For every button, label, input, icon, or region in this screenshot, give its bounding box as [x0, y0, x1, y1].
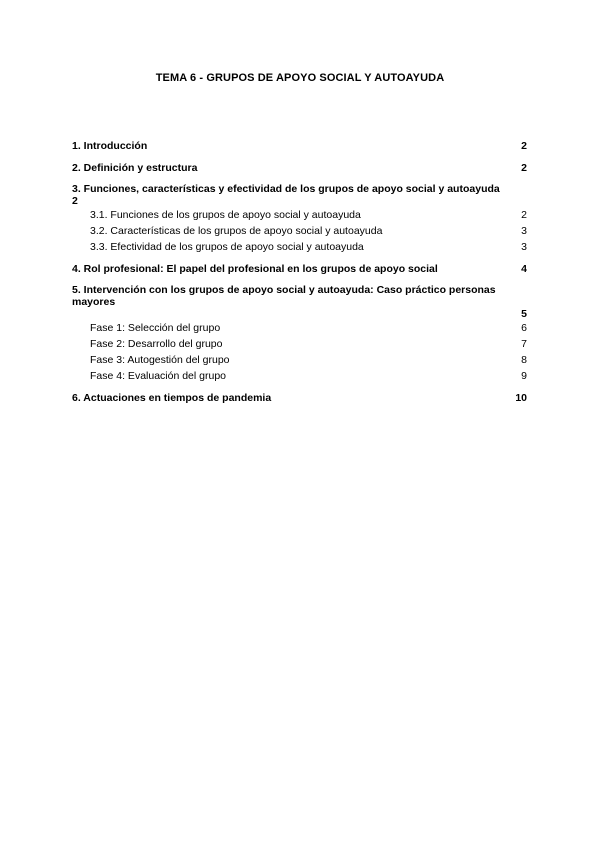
toc-entry-rol-profesional[interactable] — [72, 262, 527, 276]
toc-entry-page: 3 — [521, 241, 527, 253]
toc-entry-page: 4 — [521, 263, 527, 275]
toc-entry-label: Fase 2: Desarrollo del grupo — [90, 338, 223, 350]
toc-entry-label: 3.1. Funciones de los grupos de apoyo social y autoayuda — [90, 209, 361, 221]
toc-entry-fase-4[interactable] — [72, 368, 527, 384]
toc-entry-fase-2[interactable] — [72, 336, 527, 352]
toc-entry-label: 6. Actuaciones en tiempos de pandemia — [72, 392, 272, 404]
toc-entry-page: 3 — [521, 225, 527, 237]
table-of-contents — [72, 139, 527, 405]
toc-entry-funciones[interactable] — [72, 183, 527, 207]
toc-entry-page: 10 — [515, 392, 527, 404]
toc-entry-page: 5 — [521, 308, 527, 320]
toc-entry-label: 3.2. Características de los grupos de apoyo social y autoayuda — [90, 225, 383, 237]
toc-entry-funciones-sub[interactable] — [72, 207, 527, 223]
toc-entry-label: 3.3. Efectividad de los grupos de apoyo social y autoayuda — [90, 241, 364, 253]
toc-entry-label: 1. Introducción — [72, 140, 148, 152]
toc-entry-page: 2 — [521, 162, 527, 174]
toc-entry-page: 9 — [521, 370, 527, 382]
toc-entry-introduccion[interactable] — [72, 139, 527, 153]
toc-entry-page: 7 — [521, 338, 527, 350]
toc-entry-page: 2 — [72, 195, 78, 207]
toc-entry-page: 6 — [521, 322, 527, 334]
toc-entry-label: 4. Rol profesional: El papel del profesional en los grupos de apoyo social — [72, 263, 438, 275]
toc-entry-fase-1[interactable] — [72, 320, 527, 336]
document-title: TEMA 6 - GRUPOS DE APOYO SOCIAL Y AUTOAYUDA — [155, 72, 445, 84]
toc-entry-page: 2 — [521, 209, 527, 221]
toc-entry-label: 2. Definición y estructura — [72, 162, 198, 174]
toc-entry-efectividad-sub[interactable] — [72, 239, 527, 255]
toc-entry-definicion[interactable] — [72, 161, 527, 175]
toc-entry-label-line1: 5. Intervención con los grupos de apoyo social y autoayuda: Caso práctico personas — [72, 284, 496, 296]
toc-entry-label: Fase 4: Evaluación del grupo — [90, 370, 227, 382]
toc-entry-intervencion[interactable] — [72, 284, 527, 320]
toc-entry-label-line2: mayores — [72, 296, 116, 308]
toc-entry-label: Fase 1: Selección del grupo — [90, 322, 221, 334]
toc-entry-page: 2 — [521, 140, 527, 152]
toc-entry-pandemia[interactable] — [72, 391, 527, 405]
toc-entry-label: 3. Funciones, características y efectividad de los grupos de apoyo social y autoayuda — [72, 183, 500, 195]
toc-entry-fase-3[interactable] — [72, 352, 527, 368]
toc-entry-page: 8 — [521, 354, 527, 366]
toc-entry-caracteristicas-sub[interactable] — [72, 223, 527, 239]
toc-entry-label: Fase 3: Autogestión del grupo — [90, 354, 230, 366]
